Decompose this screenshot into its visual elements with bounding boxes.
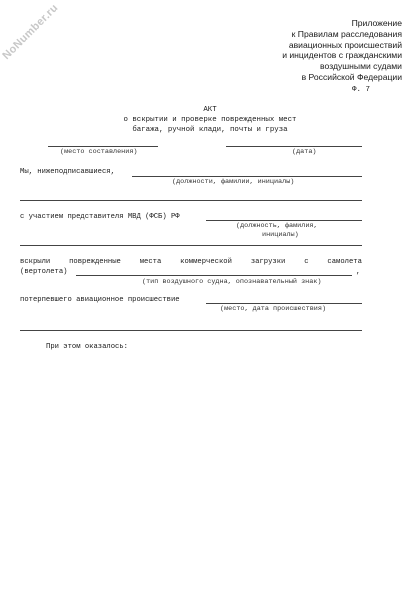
appendix-block	[232, 18, 402, 83]
form-number: Ф. 7	[351, 86, 370, 94]
place-hint: (место составления)	[60, 148, 138, 156]
document-subtitle-line2: багажа, ручной клади, почты и груза	[132, 126, 288, 134]
opened-word: вскрыли	[20, 258, 51, 266]
opened-word: с	[304, 258, 309, 266]
accident-line-2[interactable]	[20, 330, 362, 331]
place-line[interactable]	[48, 146, 158, 147]
date-line[interactable]	[226, 146, 362, 147]
appendix-line: в Российской Федерации	[301, 71, 402, 82]
representative-hint-2: инициалы)	[262, 231, 299, 239]
representative-hint: (должность, фамилия,	[236, 222, 318, 230]
appendix-line: авиационных происшествий	[288, 39, 402, 50]
found-label: При этом оказалось:	[46, 343, 128, 351]
appendix-line: Приложение	[351, 18, 402, 28]
accident-label: потерпевшего авиационное происшествие	[20, 296, 180, 304]
appendix-line: и инцидентов с гражданскими	[282, 50, 402, 61]
appendix-line: к Правилам расследования	[291, 28, 402, 39]
document-subtitle-line1: о вскрытии и проверке поврежденных мест	[123, 116, 297, 124]
representative-line-2[interactable]	[20, 245, 362, 246]
opened-word: самолета	[327, 258, 362, 266]
opened-line-2-comma: ,	[356, 268, 361, 276]
aircraft-line[interactable]	[76, 275, 352, 276]
aircraft-hint: (тип воздушного судна, опознавательный знак)	[142, 278, 322, 286]
opened-line-1	[20, 258, 362, 266]
appendix-line: воздушными судами	[320, 61, 402, 72]
accident-hint: (место, дата происшествия)	[220, 305, 327, 313]
opened-word: коммерческой	[180, 258, 232, 266]
opened-word: загрузки	[250, 258, 286, 266]
representative-line[interactable]	[206, 220, 362, 221]
opened-line-2-label: (вертолета)	[20, 268, 68, 276]
undersigned-line-2[interactable]	[20, 200, 362, 201]
opened-word: поврежденные	[69, 258, 121, 266]
watermark: NoNumber.ru	[0, 1, 61, 63]
representative-label: с участием представителя МВД (ФСБ) РФ	[20, 213, 180, 221]
accident-line[interactable]	[206, 303, 362, 304]
opened-word: места	[139, 258, 162, 266]
undersigned-label: Мы, нижеподписавшиеся,	[20, 168, 115, 176]
undersigned-hint: (должности, фамилии, инициалы)	[172, 178, 295, 186]
document-title: АКТ	[203, 106, 217, 114]
date-hint: (дата)	[292, 148, 317, 156]
undersigned-line[interactable]	[132, 176, 362, 177]
